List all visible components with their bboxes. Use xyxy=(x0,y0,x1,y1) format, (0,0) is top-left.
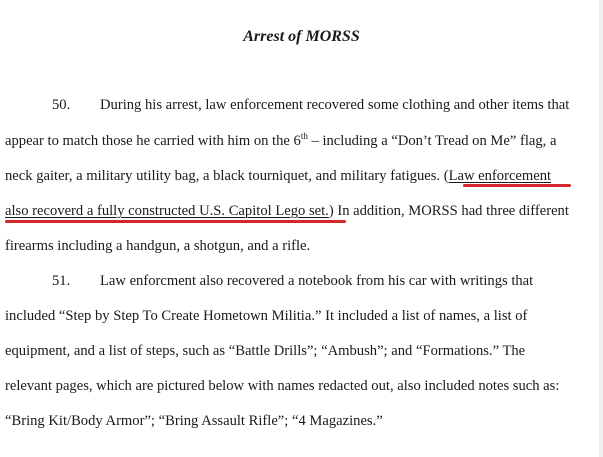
red-underline-mark xyxy=(5,220,346,223)
paragraph-50-line-5: firearms including a handgun, a shotgun, and a rifle. xyxy=(5,238,311,254)
paragraph-51-line-4: relevant pages, which are pictured below with names redacted out, also included notes such as: xyxy=(5,378,560,394)
paragraph-51-line-2: included “Step by Step To Create Hometown Militia.” It included a list of names, a list of xyxy=(5,308,528,324)
red-underline-mark xyxy=(463,184,571,187)
paragraph-50-line-4: also recoverd a fully constructed U.S. Capitol Lego set.) In addition, MORSS had three different xyxy=(5,203,569,219)
section-heading: Arrest of MORSS xyxy=(243,28,360,45)
paragraph-50-line-1: 50. During his arrest, law enforcement recovered some clothing and other items that xyxy=(52,97,570,113)
paragraph-51-line-3: equipment, and a list of steps, such as “Battle Drills”; “Ambush”; and “Formations.” The xyxy=(5,343,526,359)
highlighted-text: also recoverd a fully constructed U.S. Capitol Lego set. xyxy=(5,203,329,219)
highlighted-text: Law enforcement xyxy=(448,168,552,184)
page-edge-shadow xyxy=(599,0,603,457)
paragraph-number: 51. xyxy=(52,273,71,289)
paragraph-50-line-3: neck gaiter, a military utility bag, a black tourniquet, and military fatigues. (Law enforcement xyxy=(5,168,552,184)
paragraph-51-line-5: “Bring Kit/Body Armor”; “Bring Assault Rifle”; “4 Magazines.” xyxy=(5,413,383,429)
paragraph-51-line-1: 51. Law enforcment also recovered a notebook from his car with writings that xyxy=(52,273,534,289)
paragraph-number: 50. xyxy=(52,97,71,113)
paragraph-50-line-2: appear to match those he carried with him on the 6th – including a “Don’t Tread on Me” flag, a xyxy=(5,131,557,149)
